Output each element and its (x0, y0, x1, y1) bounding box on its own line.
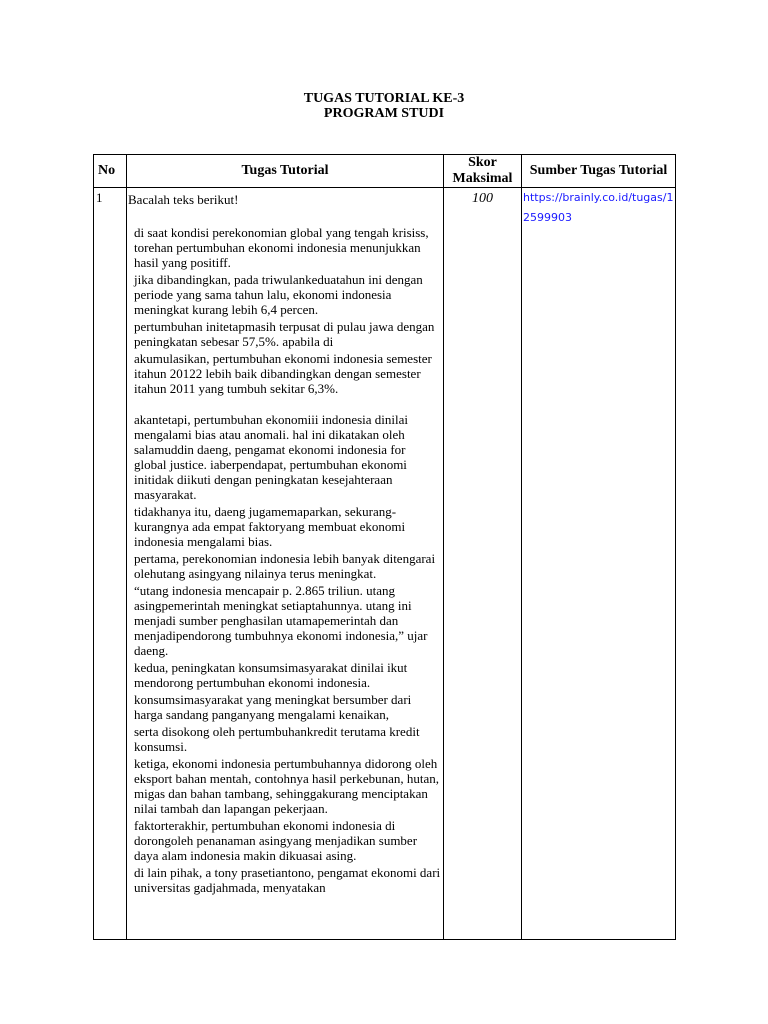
tutorial-table (93, 154, 676, 940)
document-title: TUGAS TUTORIAL KE-3 (303, 91, 465, 106)
passage-paragraph: akumulasikan, pertumbuhan ekonomi indonesia semester itahun 20122 lebih baik dibandingkan dengan semester itahun 2011 yang tumbuh sekitar 6,3%. (134, 351, 432, 396)
passage-paragraph: kedua, peningkatan konsumsimasyarakat dinilai ikut mendorong pertumbuhan ekonomi indonesia. (134, 660, 408, 690)
passage-paragraph: pertama, perekonomian indonesia lebih banyak ditengarai olehutang asingyang nilainya terus meningkat. (134, 551, 436, 581)
max-score: 100 (444, 188, 522, 940)
source-link[interactable]: https://brainly.co.id/tugas/12599903 (523, 191, 674, 224)
passage-paragraph: ketiga, ekonomi indonesia pertumbuhannya didorong oleh eksport bahan mentah, contohnya hasil perkebunan, hutan, migas dan bahan tambang, sehinggakurang menciptakan nilai tambah dan lapangan pekerjaan. (134, 756, 440, 816)
document-subtitle: PROGRAM STUDI (323, 106, 445, 121)
passage-paragraph: “utang indonesia mencapair p. 2.865 triliun. utang asingpemerintah meningkat setiaptahunnya. utang ini menjadi sumber penghasilan utamapemerintah dan menjadipendorong tumbuhnya ekonomi indonesia,” ujar daeng. (134, 583, 428, 658)
passage-paragraph: konsumsimasyarakat yang meningkat bersumber dari harga sandang panganyang mengalami kenaikan, (134, 692, 412, 722)
task-text-cell (127, 188, 444, 940)
passage-paragraph: di saat kondisi perekonomian global yang tengah krisiss, torehan pertumbuhan ekonomi indonesia menunjukkan hasil yang positiff. (134, 225, 429, 270)
task-passage (127, 207, 443, 895)
header-score: Skor Maksimal (444, 155, 522, 188)
task-instruction: Bacalah teks berikut! (128, 192, 239, 207)
header-no: No (94, 155, 127, 188)
source-cell (522, 188, 676, 940)
passage-paragraph: akantetapi, pertumbuhan ekonomiii indonesia dinilai mengalami bias atau anomali. hal ini dikatakan oleh salamuddin daeng, pengamat ekonomi indonesia for global justice. iaberpendapat, pertumbuhan ekonomi initidak diikuti dengan peningkatan kesejahteraan masyarakat. (134, 412, 409, 502)
passage-paragraph: serta disokong oleh pertumbuhankredit terutama kredit konsumsi. (134, 724, 420, 754)
passage-paragraph: di lain pihak, a tony prasetiantono, pengamat ekonomi dari universitas gadjahmada, menyatakan (134, 865, 441, 895)
table-row (94, 188, 676, 940)
header-task: Tugas Tutorial (127, 155, 444, 188)
header-source: Sumber Tugas Tutorial (522, 155, 676, 188)
passage-paragraph: pertumbuhan initetapmasih terpusat di pulau jawa dengan peningkatan sebesar 57,5%. apabila di (134, 319, 435, 349)
row-number: 1 (94, 188, 127, 940)
passage-paragraph: jika dibandingkan, pada triwulankeduatahun ini dengan periode yang sama tahun lalu, ekonomi indonesia meningkat kurang lebih 6,4 percen. (134, 272, 423, 317)
passage-paragraph: tidakhanya itu, daeng jugamemaparkan, sekurang-kurangnya ada empat faktoryang membuat ekonomi indonesia mengalami bias. (134, 504, 406, 549)
table-header-row (94, 155, 676, 188)
passage-paragraph: faktorterakhir, pertumbuhan ekonomi indonesia di dorongoleh penanaman asingyang menjadikan sumber daya alam indonesia makin dikuasai asing. (134, 818, 418, 863)
